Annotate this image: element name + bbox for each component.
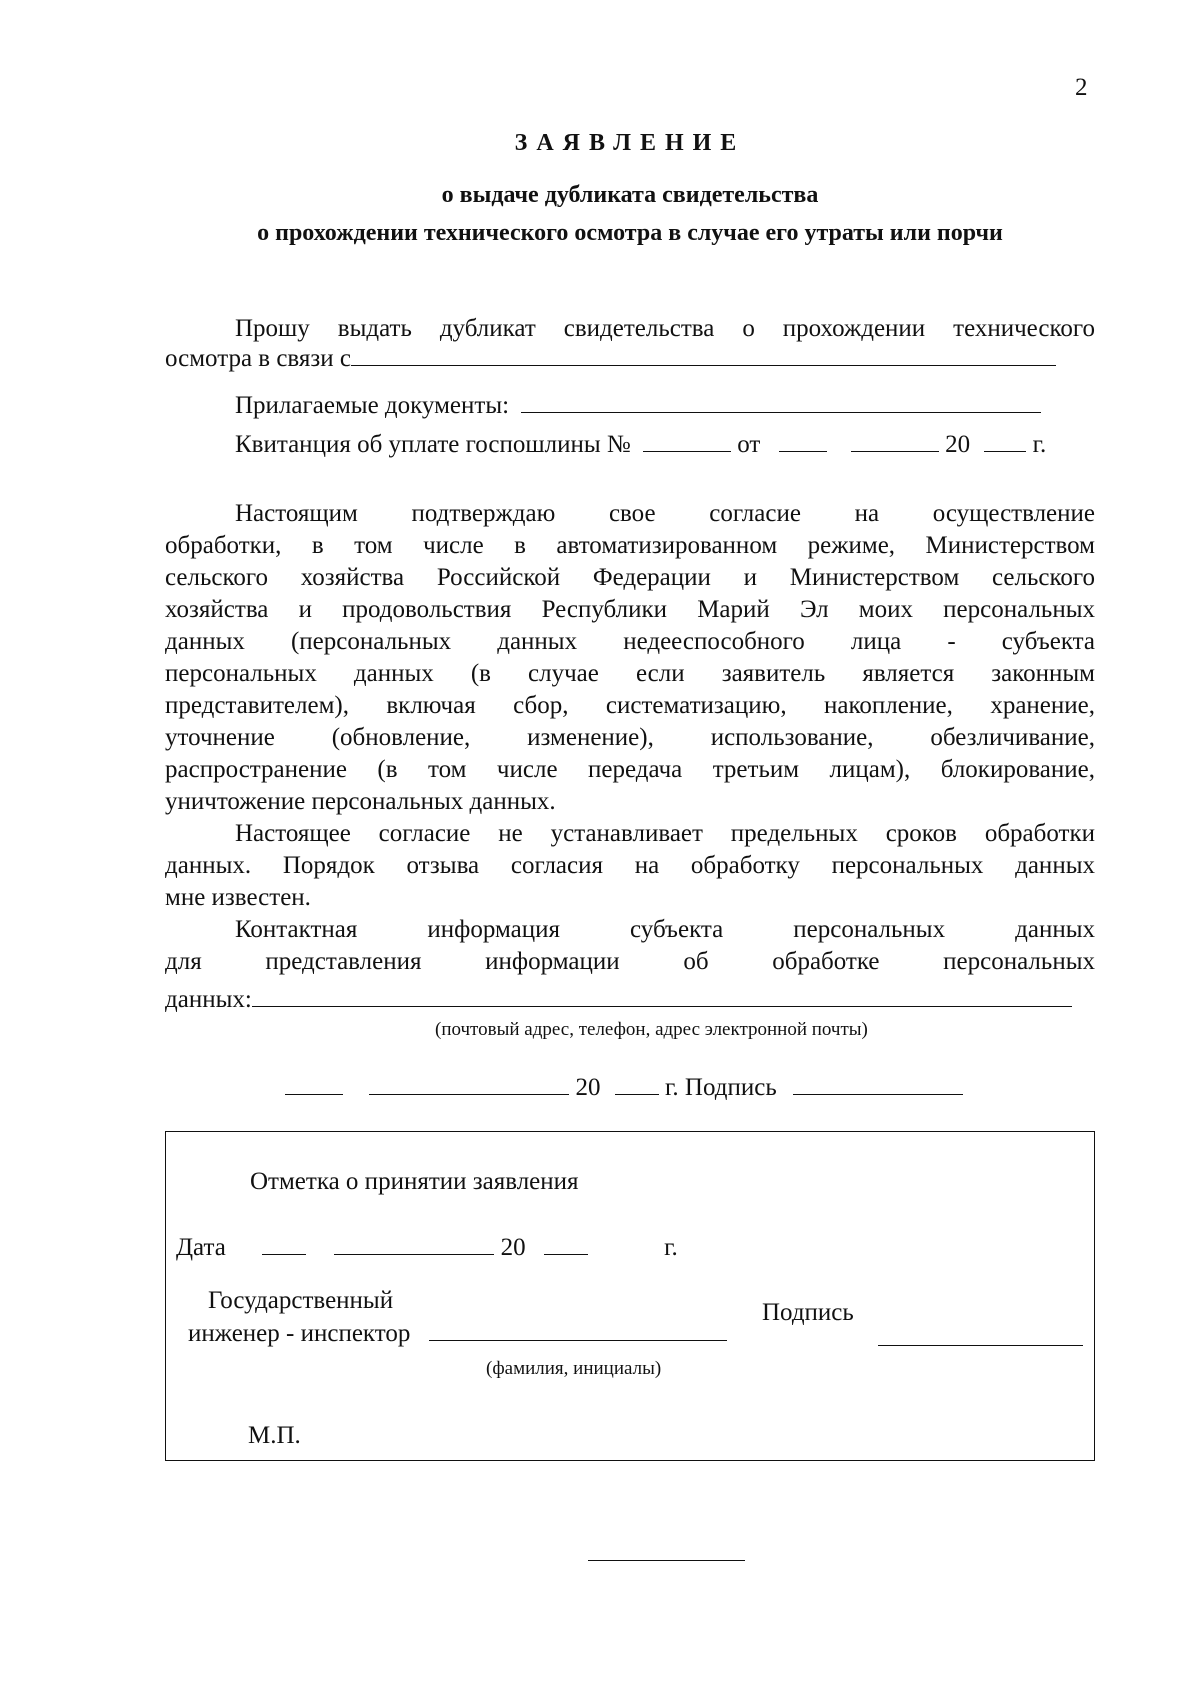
- request-line-2-text: осмотра в связи с: [165, 345, 352, 372]
- acceptance-signature-label: Подпись: [762, 1299, 854, 1326]
- consent-line: обработки, в том числе в автоматизированном режиме, Министерством: [165, 532, 1095, 559]
- receipt-year-blank[interactable]: [984, 450, 1026, 452]
- receipt-year-prefix: 20: [945, 431, 971, 458]
- consent-line: представителем), включая сбор, систематизацию, накопление, хранение,: [165, 692, 1095, 719]
- acceptance-date-line: [176, 1234, 678, 1262]
- consent-line: Настоящим подтверждаю свое согласие на осуществление: [235, 500, 1095, 527]
- consent-line: уточнение (обновление, изменение), использование, обезличивание,: [165, 724, 1095, 751]
- document-subtitle-2: о прохождении технического осмотра в случае его утраты или порчи: [257, 220, 1003, 246]
- inspector-name-blank[interactable]: [429, 1339, 727, 1341]
- receipt-from-label: от: [737, 431, 761, 458]
- consent-line: данных (персональных данных недееспособного лица - субъекта: [165, 628, 1095, 655]
- signature-year-blank[interactable]: [615, 1093, 659, 1095]
- acceptance-date-suffix: г.: [664, 1234, 678, 1261]
- attachments-line: [235, 392, 1041, 420]
- receipt-month-blank[interactable]: [851, 450, 939, 452]
- stamp-label: М.П.: [248, 1422, 301, 1449]
- attachments-label: Прилагаемые документы:: [235, 392, 510, 419]
- receipt-year-suffix: г.: [1032, 431, 1047, 458]
- signature-day-blank[interactable]: [285, 1093, 343, 1095]
- contact-line: для представления информации об обработке персональных: [165, 948, 1095, 975]
- consent-line: персональных данных (в случае если заявитель является законным: [165, 660, 1095, 687]
- acceptance-title: Отметка о принятии заявления: [250, 1168, 579, 1195]
- acceptance-year-blank[interactable]: [544, 1253, 588, 1255]
- inspector-label: инженер - инспектор: [188, 1320, 411, 1347]
- acceptance-month-blank[interactable]: [334, 1253, 494, 1255]
- acceptance-box: [165, 1131, 1095, 1461]
- receipt-line: [235, 431, 1046, 459]
- acceptance-date-label: Дата: [176, 1234, 226, 1261]
- request-line-2: [165, 345, 1056, 373]
- acceptance-signature-blank[interactable]: [878, 1345, 1083, 1346]
- signature-label: г. Подпись: [665, 1074, 777, 1101]
- attachments-blank[interactable]: [521, 411, 1041, 413]
- acceptance-day-blank[interactable]: [262, 1253, 306, 1255]
- acceptance-year-prefix: 20: [500, 1234, 526, 1261]
- document-title: ЗАЯВЛЕНИЕ: [514, 130, 746, 156]
- contact-last-text: данных:: [165, 986, 252, 1013]
- footer-rule: [588, 1560, 745, 1561]
- contact-caption: (почтовый адрес, телефон, адрес электронной почты): [435, 1019, 868, 1040]
- page-number: 2: [1075, 74, 1088, 101]
- term-line: данных. Порядок отзыва согласия на обработку персональных данных: [165, 852, 1095, 879]
- inspector-caption: (фамилия, инициалы): [486, 1358, 662, 1379]
- consent-line: сельского хозяйства Российской Федерации и Министерством сельского: [165, 564, 1095, 591]
- signature-month-blank[interactable]: [369, 1093, 569, 1095]
- signature-blank[interactable]: [793, 1093, 963, 1095]
- contact-last-line: [165, 986, 1072, 1014]
- consent-paragraph: [165, 498, 1095, 978]
- signature-line: [285, 1074, 963, 1102]
- signature-year-prefix: 20: [575, 1074, 601, 1101]
- receipt-label: Квитанция об уплате госпошлины №: [235, 431, 631, 458]
- contact-blank[interactable]: [252, 1005, 1072, 1007]
- inspector-line-2: [188, 1320, 727, 1348]
- contact-line: Контактная информация субъекта персональных данных: [235, 916, 1095, 943]
- receipt-number-blank[interactable]: [643, 450, 731, 452]
- consent-line: уничтожение персональных данных.: [165, 788, 556, 815]
- term-line: мне известен.: [165, 884, 311, 911]
- term-line: Настоящее согласие не устанавливает предельных сроков обработки: [235, 820, 1095, 847]
- inspector-line-1: Государственный: [208, 1287, 394, 1314]
- consent-line: хозяйства и продовольствия Республики Марий Эл моих персональных: [165, 596, 1095, 623]
- receipt-day-blank[interactable]: [779, 450, 827, 452]
- reason-blank[interactable]: [351, 364, 1056, 366]
- consent-line: распространение (в том числе передача третьим лицам), блокирование,: [165, 756, 1095, 783]
- request-paragraph: [165, 313, 1095, 345]
- request-line-1: Прошу выдать дубликат свидетельства о прохождении технического: [235, 315, 1095, 342]
- document-subtitle-1: о выдаче дубликата свидетельства: [441, 182, 819, 208]
